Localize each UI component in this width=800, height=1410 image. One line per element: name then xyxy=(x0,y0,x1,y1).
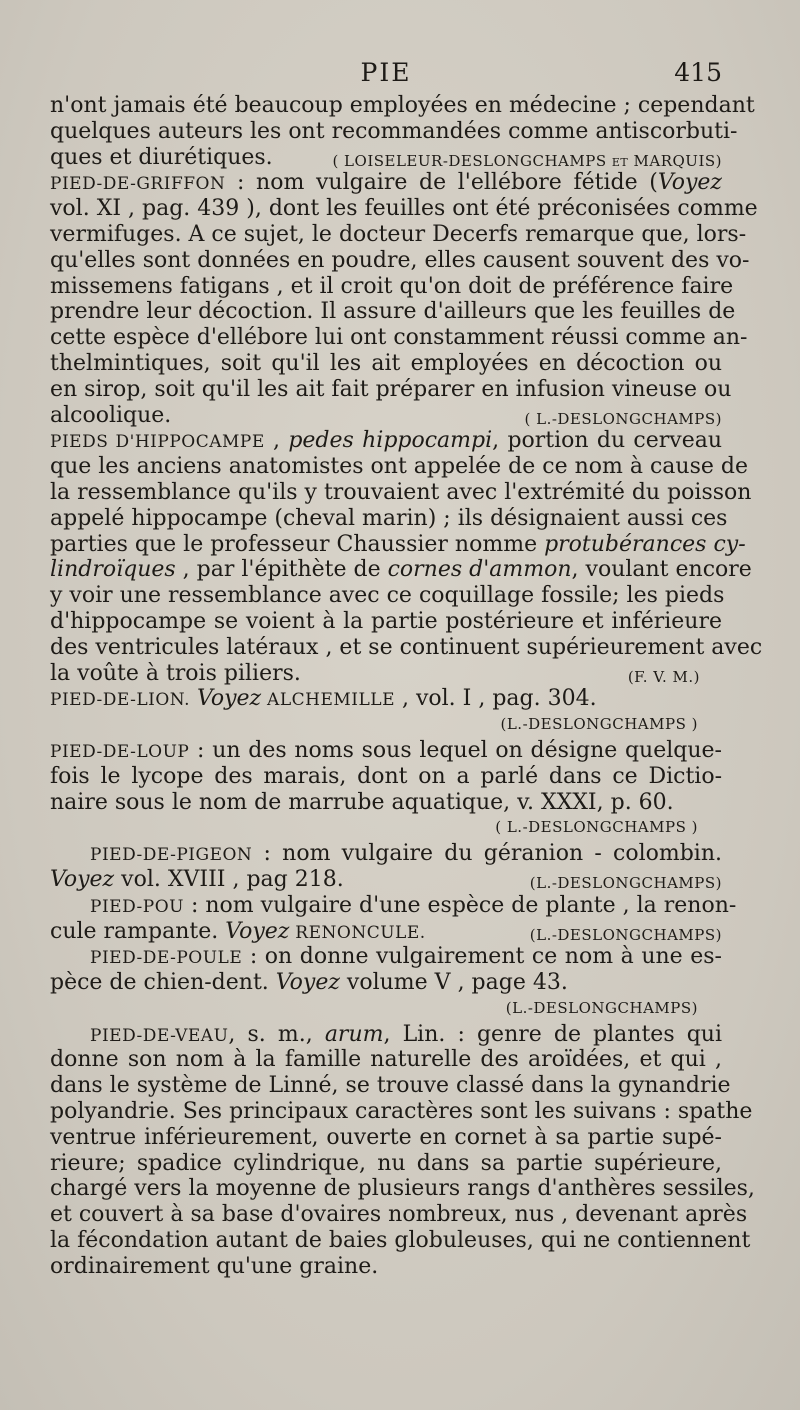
text-segment: : nom vulgaire du géranion - colombin. xyxy=(252,841,722,867)
text-segment: Voyez xyxy=(225,918,290,944)
text-line xyxy=(50,996,722,1022)
text-segment: , portion du cerveau xyxy=(492,428,722,454)
text-segment: que les anciens anatomistes ont appelée de ce nom à cause de xyxy=(50,454,748,480)
text-segment: fois le lycope des marais, dont on a parlé dans ce Dictio- xyxy=(50,763,722,789)
text-line xyxy=(50,145,722,171)
text-segment: ALCHEMILLE xyxy=(261,690,395,711)
text-segment: Voyez xyxy=(50,866,115,892)
author-signature: (L.-DESLONGCHAMPS) xyxy=(529,925,722,944)
author-signature: (L.-DESLONGCHAMPS) xyxy=(529,873,722,892)
text-line xyxy=(50,247,750,274)
entry-headword: PIED-DE-LOUP xyxy=(50,741,190,762)
text-line xyxy=(50,93,755,119)
text-segment: rieure; spadice cylindrique, nu dans sa partie supérieure, xyxy=(50,1150,722,1176)
text-segment: arum xyxy=(324,1021,384,1047)
text-segment: vermifuges. A ce sujet, le docteur Decerfs remarque que, lors- xyxy=(50,221,747,247)
author-signature: (L.-DESLONGCHAMPS ) xyxy=(500,715,698,734)
text-line xyxy=(50,634,763,661)
entry-headword: PIED-DE-LION. xyxy=(50,690,190,711)
author-signature: (L.-DESLONGCHAMPS) xyxy=(505,998,698,1017)
author-signature: ( L.-DESLONGCHAMPS ) xyxy=(495,818,698,837)
text-line xyxy=(50,790,722,816)
text-segment: ordinairement qu'une graine. xyxy=(50,1253,379,1279)
text-segment: pedes hippocampi xyxy=(288,428,493,454)
text-segment: thelmintiques, soit qu'il les ait employées en décoction ou xyxy=(50,350,722,376)
text-line xyxy=(50,867,722,893)
text-line xyxy=(50,505,728,532)
text-segment: RENONCULE. xyxy=(289,922,426,943)
text-line xyxy=(50,919,722,945)
text-segment: d'hippocampe se voient à la partie postérieure et inférieure xyxy=(50,608,722,634)
author-signature: ( L.-DESLONGCHAMPS) xyxy=(524,409,722,428)
text-segment: la ressemblance qu'ils y trouvaient avec l'extrémité du poisson xyxy=(50,479,752,505)
text-line xyxy=(50,661,722,687)
text-line xyxy=(50,454,748,480)
text-segment: parties que le professeur Chaussier nomme xyxy=(50,531,545,557)
text-segment: la voûte à trois piliers. xyxy=(50,660,301,686)
entry-line xyxy=(50,841,722,867)
text-line xyxy=(50,351,722,377)
text-segment: en sirop, soit qu'il les ait fait préparer en infusion vineuse ou xyxy=(50,376,732,402)
text-segment: cornes d'ammon xyxy=(387,557,572,583)
entry-headword: PIED-DE-PIGEON xyxy=(90,845,253,866)
text-line xyxy=(50,1228,751,1254)
text-line xyxy=(50,712,722,738)
text-line xyxy=(50,221,747,248)
text-line xyxy=(50,1073,731,1099)
text-segment: , vol. I , pag. 304. xyxy=(394,686,597,712)
text-line xyxy=(50,376,732,403)
text-line xyxy=(50,118,738,145)
text-segment: ventrue inférieurement, ouverte en cornet à sa partie supé- xyxy=(50,1124,722,1150)
text-segment: qu'elles sont données en poudre, elles causent souvent des vo- xyxy=(50,247,750,273)
text-line xyxy=(50,970,722,996)
text-line xyxy=(50,1202,748,1228)
text-segment: chargé vers la moyenne de plusieurs rangs d'anthères sessiles, xyxy=(50,1176,755,1202)
text-line xyxy=(50,479,752,506)
text-segment: appelé hippocampe (cheval marin) ; ils désignaient aussi ces xyxy=(50,505,728,531)
entry-headword: PIEDS D'HIPPOCAMPE xyxy=(50,432,265,453)
text-segment: donne son nom à la famille naturelle des aroïdées, et qui , xyxy=(50,1047,722,1073)
text-segment: ques et diurétiques. xyxy=(50,144,273,170)
entry-headword: PIED-DE-POULE xyxy=(90,948,243,969)
entry-headword: PIED-POU xyxy=(90,896,184,917)
entry-line xyxy=(50,170,722,196)
text-segment: : un des noms sous lequel on désigne quelque- xyxy=(189,737,722,763)
author-signature: ( LOISELEUR-DESLONGCHAMPS et MARQUIS) xyxy=(332,151,722,170)
text-line xyxy=(50,815,722,841)
text-segment: : on donne vulgairement ce nom à une es- xyxy=(242,944,722,970)
text-segment: n'ont jamais été beaucoup employées en médecine ; cependant xyxy=(50,93,755,118)
text-segment: Voyez xyxy=(657,170,722,196)
text-segment: la fécondation autant de baies globuleuses, qui ne contiennent xyxy=(50,1228,751,1254)
text-line xyxy=(50,531,746,558)
text-segment: : nom vulgaire d'une espèce de plante , la renon- xyxy=(183,892,737,918)
entry-line xyxy=(50,892,737,919)
text-line xyxy=(50,764,722,790)
text-line xyxy=(50,557,752,583)
text-line xyxy=(50,583,725,609)
text-line xyxy=(50,299,736,325)
text-segment: , s. m., xyxy=(228,1021,325,1047)
text-segment: , Lin. : genre de plantes qui xyxy=(383,1021,722,1047)
text-line xyxy=(50,1099,753,1125)
text-segment: y voir une ressemblance avec ce coquillage fossile; les pieds xyxy=(50,583,725,609)
running-title: PIE xyxy=(360,58,412,87)
text-segment: , xyxy=(264,428,289,454)
text-line xyxy=(50,609,722,635)
text-segment: cule rampante. xyxy=(50,918,226,944)
text-segment: pèce de chien-dent. xyxy=(50,970,276,996)
author-signature: (F. V. M.) xyxy=(627,667,700,686)
entry-line xyxy=(50,428,722,454)
text-segment: vol. XI , pag. 439 ), dont les feuilles ont été préconisées comme xyxy=(50,196,758,222)
text-line xyxy=(50,1176,755,1202)
text-segment: Voyez xyxy=(275,970,340,996)
text-line xyxy=(50,1047,722,1073)
entry-line xyxy=(50,1022,722,1048)
text-segment: Voyez xyxy=(190,686,262,712)
text-segment: polyandrie. Ses principaux caractères sont les suivans : spathe xyxy=(50,1099,753,1125)
text-segment: naire sous le nom de marrube aquatique, v. XXXI, p. 60. xyxy=(50,789,674,815)
entry-line xyxy=(50,738,722,764)
text-segment: et couvert à sa base d'ovaires nombreux, nus , devenant après xyxy=(50,1202,748,1228)
text-segment: lindroïques xyxy=(50,557,176,583)
text-segment: : nom vulgaire de l'ellébore fétide ( xyxy=(225,170,658,196)
text-line xyxy=(50,1254,722,1280)
text-segment: protubérances cy- xyxy=(544,531,746,557)
entry-line xyxy=(50,686,722,712)
entry-headword: PIED-DE-GRIFFON xyxy=(50,174,226,195)
text-segment: , voulant encore xyxy=(571,557,752,583)
text-segment: quelques auteurs les ont recommandées comme antiscorbuti- xyxy=(50,118,738,144)
entry-headword: PIED-DE-VEAU xyxy=(90,1025,229,1046)
running-header xyxy=(50,58,722,92)
text-segment: , par l'épithète de xyxy=(175,557,388,583)
text-segment: prendre leur décoction. Il assure d'ailleurs que les feuilles de xyxy=(50,299,736,325)
text-line xyxy=(50,1125,722,1151)
entry-line xyxy=(50,944,722,970)
text-line xyxy=(50,196,758,222)
page-number: 415 xyxy=(674,58,722,87)
text-segment: cette espèce d'ellébore lui ont constamment réussi comme an- xyxy=(50,325,748,351)
text-segment: dans le système de Linné, se trouve classé dans la gynandrie xyxy=(50,1073,731,1099)
text-segment: vol. XVIII , pag 218. xyxy=(114,866,344,892)
text-line xyxy=(50,273,734,300)
text-line xyxy=(50,325,748,351)
text-line xyxy=(50,1151,722,1177)
text-segment: volume V , page 43. xyxy=(339,970,568,996)
page-text xyxy=(50,93,763,1280)
text-segment: des ventricules latéraux , et se continuent supérieurement avec xyxy=(50,634,763,660)
text-segment: alcoolique. xyxy=(50,402,172,428)
text-segment: missemens fatigans , et il croit qu'on doit de préférence faire xyxy=(50,273,734,299)
text-line xyxy=(50,403,722,429)
